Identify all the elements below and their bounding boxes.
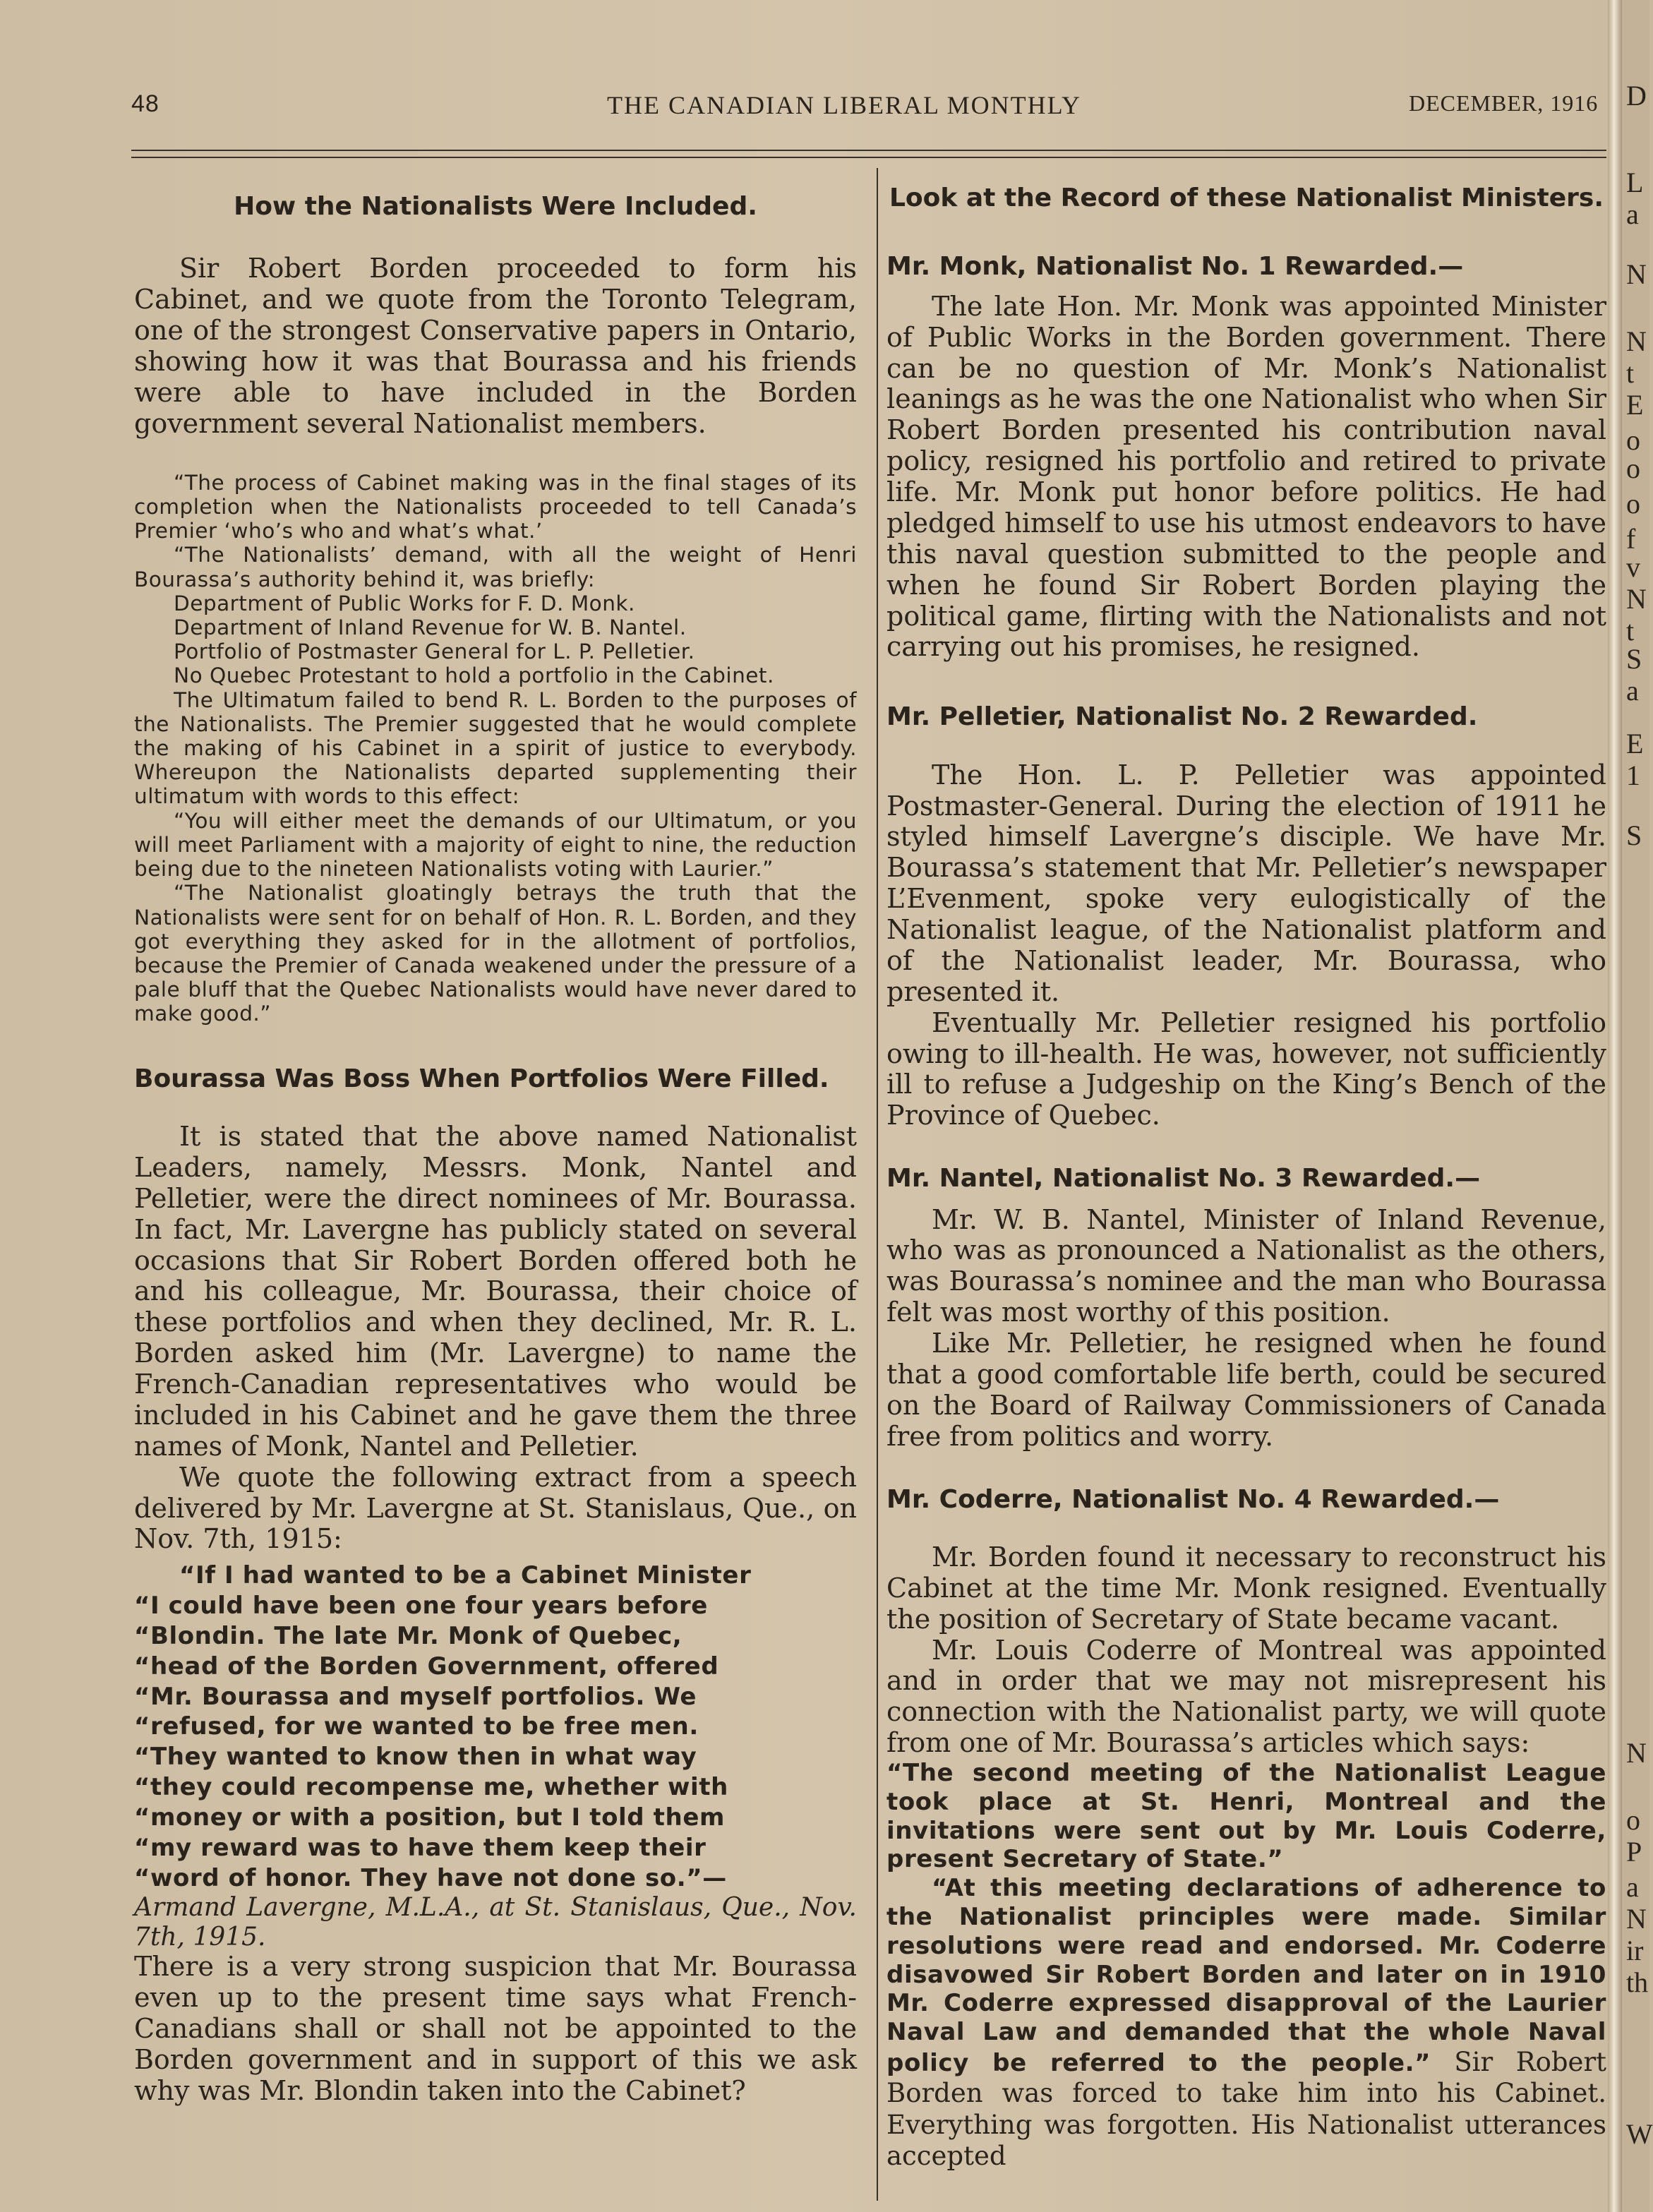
quote-paragraph: “The process of Cabinet making was in the final stages of its completion when the Nationalists proceeded to tell Canada’s Premier ‘who’s who and what’s what.’ xyxy=(134,470,857,543)
edge-letter: a xyxy=(1626,675,1639,707)
paragraph: The late Hon. Mr. Monk was appointed Minister of Public Works in the Borden government. There can be no question of Mr. Monk’s Nationalist leanings as he was the one Nationalist who when Sir Robert Borden presented his contribution naval policy, resigned his portfolio and retired to private life. Mr. Monk put honor before politics. He had pledged himself to use his utmost endeavors to have this naval question submitted to the people and when he found Sir Robert Borden playing the political game, flirting with the Nationalists and not carrying out his promises, he resigned. xyxy=(886,290,1606,663)
quote-paragraph: Department of Inland Revenue for W. B. Nantel. xyxy=(174,615,687,639)
section-heading: How the Nationalists Were Included. xyxy=(234,192,757,221)
magazine-title: THE CANADIAN LIBERAL MONTHLY xyxy=(607,91,1081,119)
quote-line: “word of honor. They have not done so.”— xyxy=(134,1863,727,1892)
edge-letter: D xyxy=(1626,80,1647,112)
issue-date: DECEMBER, 1916 xyxy=(1409,90,1599,116)
edge-letter: th xyxy=(1626,1966,1649,1998)
subsection-heading: Mr. Pelletier, Nationalist No. 2 Rewarded. xyxy=(886,702,1478,732)
edge-letter: S xyxy=(1626,643,1642,675)
next-page-edge xyxy=(1622,0,1653,2212)
quote-paragraph: No Quebec Protestant to hold a portfolio in the Cabinet. xyxy=(174,663,774,688)
subsection-heading: Mr. Monk, Nationalist No. 1 Rewarded.— xyxy=(886,252,1464,282)
edge-letter: S xyxy=(1626,819,1642,851)
quote-paragraph: “The Nationalist gloatingly betrays the truth that the Nationalists were sent for on behalf of Hon. R. L. Borden, and they got everything they asked for in the allotment of portfolios, because the Premier of Canada weakened under the pressure of a pale bluff that the Quebec Nationalists would have never dared to make good.” xyxy=(134,881,857,1026)
paragraph: We quote the following extract from a speech delivered by Mr. Lavergne at St. Stanislaus, Que., on Nov. 7th, 1915: xyxy=(134,1461,857,1555)
edge-letter: N xyxy=(1626,1737,1647,1769)
quote-line: “head of the Borden Government, offered xyxy=(134,1652,719,1681)
quote-line: “They wanted to know then in what way xyxy=(134,1743,697,1772)
edge-letter: E xyxy=(1626,728,1644,759)
edge-letter: W xyxy=(1626,2118,1653,2150)
quote-paragraph: Portfolio of Postmaster General for L. P. Pelletier. xyxy=(174,639,695,664)
edge-letter: E xyxy=(1626,389,1644,421)
quote-paragraph: “The Nationalists’ demand, with all the weight of Henri Bourassa’s authority behind it, was briefly: xyxy=(134,543,857,591)
section-heading: Bourassa Was Boss When Portfolios Were Filled. xyxy=(134,1064,829,1093)
quote-line: “Blondin. The late Mr. Monk of Quebec, xyxy=(134,1621,683,1650)
edge-letter: N xyxy=(1626,325,1647,357)
coderre-quote xyxy=(886,1759,1606,2172)
telegram-quote xyxy=(134,471,857,1026)
quote-line: “I could have been one four years before xyxy=(134,1592,708,1621)
edge-letter: 1 xyxy=(1626,759,1640,791)
paragraph: It is stated that the above named Nationalist Leaders, namely, Messrs. Monk, Nantel and Pelletier, were the direct nominees of Mr. Bourassa. In fact, Mr. Lavergne has publicly stated on several occasions that Sir Robert Borden offered both he and his colleague, Mr. Bourassa, their choice of these portfolios and when they declined, Mr. R. L. Borden asked him (Mr. Lavergne) to name the French-Canadian representatives who would be included in his Cabinet and he gave them the three names of Monk, Nantel and Pelletier. xyxy=(134,1121,857,1462)
quote-citation: Armand Lavergne, M.L.A., at St. Stanislaus, Que., Nov. 7th, 1915. xyxy=(134,1893,857,1952)
quote-line: “Mr. Bourassa and myself portfolios. We xyxy=(134,1682,697,1711)
edge-letter: t xyxy=(1626,357,1635,389)
quote-paragraph: Department of Public Works for F. D. Monk. xyxy=(174,591,635,615)
paragraph: Mr. W. B. Nantel, Minister of Inland Revenue, who was as pronounced a Nationalist as the others, was Bourassa’s nominee and the man who Bourassa felt was most worthy of this position. xyxy=(886,1203,1606,1328)
paragraph: Mr. Borden found it necessary to reconstruct his Cabinet at the time Mr. Monk resigned. Eventually the position of Secretary of State became vacant. xyxy=(886,1541,1606,1635)
column-divider xyxy=(877,168,878,2201)
quote-paragraph: “The second meeting of the Nationalist League took place at St. Henri, Montreal and the invitations were sent out by Mr. Louis Coderre, present Secretary of State.” xyxy=(886,1759,1606,1874)
quote-line: “my reward was to have them keep their xyxy=(134,1833,707,1862)
header-rule-top xyxy=(131,150,1606,151)
edge-letter: P xyxy=(1626,1836,1642,1868)
page-gutter xyxy=(1608,0,1622,2212)
edge-letter: N xyxy=(1626,583,1647,615)
quote-line: “If I had wanted to be a Cabinet Minister xyxy=(179,1561,752,1590)
paragraph: There is a very strong suspicion that Mr. Bourassa even up to the present time says what French-Canadians shall or shall not be appointed to the Borden government and in support of this we ask why was Mr. Blondin taken into the Cabinet? xyxy=(134,1951,857,2106)
paragraph: The Hon. L. P. Pelletier was appointed Postmaster-General. During the election of 1911 he styled himself Lavergne’s disciple. We have Mr. Bourassa’s statement that Mr. Pelletier’s newspaper L’Evenment, spoke very eulogistically of the Nationalist league, of the Nationalist platform and of the Nationalist leader, Mr. Bourassa, who presented it. xyxy=(886,759,1606,1007)
edge-letter: t xyxy=(1626,615,1635,647)
edge-letter: o xyxy=(1626,488,1640,519)
edge-letter: o xyxy=(1626,452,1640,484)
quote-continuation: Sir Robert Borden was forced to take him into his Cabinet. Everything was forgotten. His Nationalist utterances accepted xyxy=(886,2047,1607,2172)
edge-letter: o xyxy=(1626,424,1640,456)
quote-line: “money or with a position, but I told them xyxy=(134,1803,726,1832)
quote-line: “they could recompense me, whether with xyxy=(134,1773,728,1802)
paragraph: Like Mr. Pelletier, he resigned when he found that a good comfortable life berth, could be secured on the Board of Railway Commissioners of Canada free from politics and worry. xyxy=(886,1328,1606,1452)
edge-letter: N xyxy=(1626,258,1647,290)
subsection-heading: Mr. Coderre, Nationalist No. 4 Rewarded.— xyxy=(886,1484,1500,1514)
edge-letter: v xyxy=(1626,551,1640,583)
quote-paragraph: “You will either meet the demands of our Ultimatum, or you will meet Parliament with a majority of eight to nine, the reduction being due to the nineteen Nationalists voting with Laurier.” xyxy=(134,808,857,882)
edge-letter: a xyxy=(1626,1871,1639,1903)
edge-letter: a xyxy=(1626,198,1639,230)
lavergne-quote xyxy=(134,1561,857,1893)
left-column xyxy=(134,176,857,2107)
paragraph: Mr. Louis Coderre of Montreal was appointed and in order that we may not misrepresent his connection with the Nationalist party, we will quote from one of Mr. Bourassa’s articles which says: xyxy=(886,1634,1606,1759)
subsection-heading: Mr. Nantel, Nationalist No. 3 Rewarded.— xyxy=(886,1164,1481,1194)
page-number: 48 xyxy=(131,90,160,117)
header-rule-bottom xyxy=(131,157,1606,158)
edge-letter: ir xyxy=(1626,1935,1644,1966)
quote-text: “At this meeting declarations of adherence to the Nationalist principles were made. Similar resolutions were read and endorsed. Mr. Coderre disavowed Sir Robert Borden and later on in 1910 Mr. Coderre expressed disapproval of the Laurier Naval Law and demanded that the whole Naval policy be referred to the people.” xyxy=(886,1874,1606,2078)
quote-paragraph: The Ultimatum failed to bend R. L. Borden to the purposes of the Nationalists. The Premier suggested that he would complete the making of his Cabinet in a spirit of justice to everybody. Whereupon the Nationalists departed supplementing their ultimatum with words to this effect: xyxy=(134,687,857,809)
right-column xyxy=(886,176,1606,2172)
edge-letter: f xyxy=(1626,523,1636,555)
edge-letter: L xyxy=(1626,167,1644,198)
paragraph: Eventually Mr. Pelletier resigned his portfolio owing to ill-health. He was, however, not sufficiently ill to refuse a Judgeship on the King’s Bench of the Province of Quebec. xyxy=(886,1006,1606,1131)
edge-letter: o xyxy=(1626,1804,1640,1836)
paragraph: Sir Robert Borden proceeded to form his Cabinet, and we quote from the Toronto Telegram, one of the strongest Conservative papers in Ontario, showing how it was that Bourassa and his friends were able to have included in the Borden government several Nationalist members. xyxy=(134,253,857,439)
edge-letter: N xyxy=(1626,1903,1647,1935)
quote-line: “refused, for we wanted to be free men. xyxy=(134,1712,699,1741)
quote-paragraph xyxy=(886,1874,1606,2172)
section-heading: Look at the Record of these Nationalist Ministers. xyxy=(889,184,1604,212)
